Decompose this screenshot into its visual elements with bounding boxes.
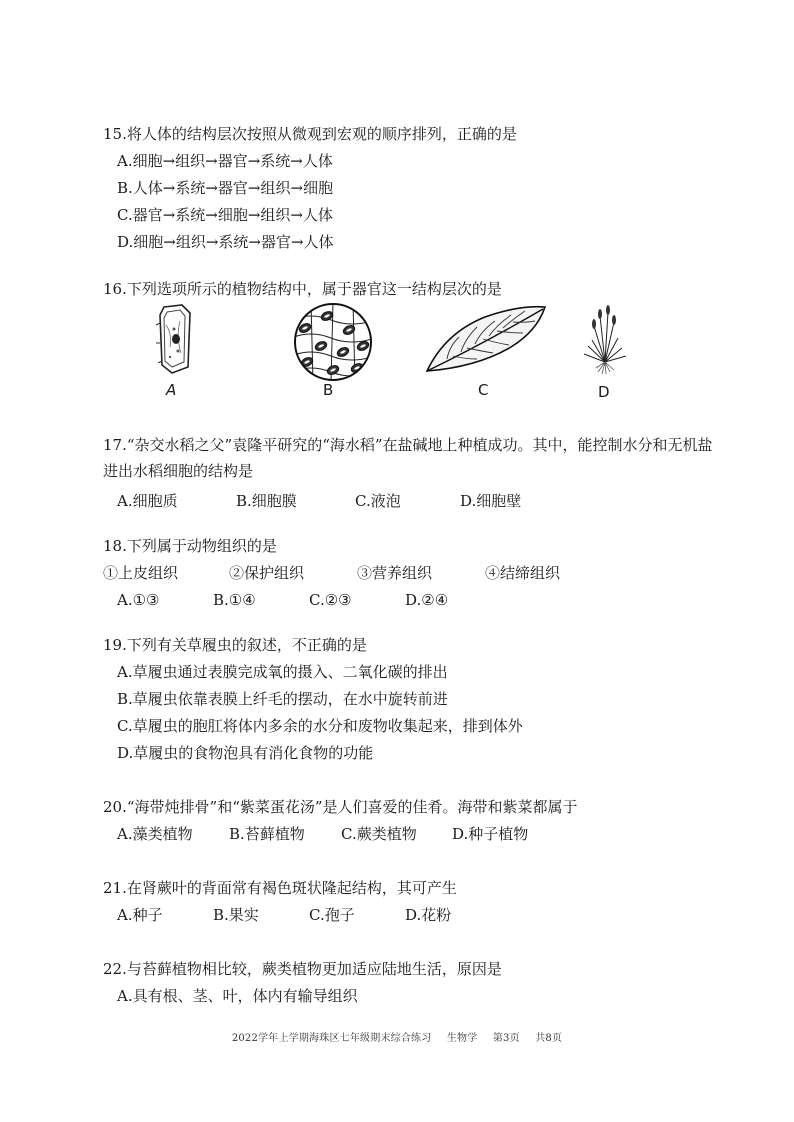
figure-label: C <box>478 381 489 399</box>
option-d: D.种子植物 <box>452 825 529 843</box>
option-c: C.器官→系统→细胞→组织→人体 <box>117 206 333 224</box>
option-d: D.细胞壁 <box>460 492 522 510</box>
option-c: C.液泡 <box>355 492 401 510</box>
option-b: B.①④ <box>213 591 256 609</box>
question-stem: 17.“杂交水稻之父”袁隆平研究的“海水稻”在盐碱地上种植成功。其中，能控制水分和无机盐进出水稻细胞的结构是 <box>103 436 713 480</box>
option-b: B.人体→系统→器官→组织→细胞 <box>117 179 334 197</box>
question-stem: 21.在肾蕨叶的背面常有褐色斑状隆起结构，其可产生 <box>103 879 457 897</box>
page-footer <box>0 1029 794 1044</box>
stomata-tissue-icon <box>291 302 375 382</box>
figure-label: D <box>598 383 610 401</box>
option-b: B.苔藓植物 <box>229 825 305 843</box>
page-number: 第3页 <box>492 1033 520 1044</box>
option-c: C.蕨类植物 <box>341 825 417 843</box>
option-a: A.藻类植物 <box>117 825 193 843</box>
options-row <box>103 587 723 614</box>
option-d: D.花粉 <box>405 906 452 924</box>
option-c: C.孢子 <box>309 906 355 924</box>
option-c: C.②③ <box>309 591 352 609</box>
question-16 <box>103 278 723 300</box>
question-stem: 15.将人体的结构层次按照从微观到宏观的顺序排列，正确的是 <box>103 125 517 143</box>
option-c: C.草履虫的胞肛将体内多余的水分和废物收集起来，排到体外 <box>117 717 523 735</box>
figure-label: B <box>323 381 334 399</box>
question-stem: 22.与苔藓植物相比较，蕨类植物更加适应陆地生活，原因是 <box>103 960 502 978</box>
figure-d <box>578 302 632 376</box>
options-row <box>103 902 723 929</box>
plant-cell-icon <box>150 303 200 375</box>
option-b: B.果实 <box>213 906 259 924</box>
figure-b <box>291 302 375 382</box>
subject-name: 生物学 <box>446 1033 478 1044</box>
option-b: B.细胞膜 <box>236 492 297 510</box>
question-18 <box>103 535 723 614</box>
exam-title: 2022学年上学期海珠区七年级期末综合练习 <box>231 1033 432 1044</box>
leaf-icon <box>425 303 549 373</box>
options-row <box>103 488 723 515</box>
figure-label: A <box>166 381 177 399</box>
item-2: ②保护组织 <box>229 564 305 582</box>
option-a: A.具有根、茎、叶，体内有输导组织 <box>117 987 358 1005</box>
option-d: D.草履虫的食物泡具有消化食物的功能 <box>117 744 374 762</box>
question-17 <box>103 432 723 515</box>
question-stem: 16.下列选项所示的植物结构中，属于器官这一结构层次的是 <box>103 280 502 298</box>
whole-plant-icon <box>578 302 632 376</box>
question-stem: 20.“海带炖排骨”和“紫菜蛋花汤”是人们喜爱的佳肴。海带和紫菜都属于 <box>103 798 578 816</box>
option-a: A.细胞→组织→器官→系统→人体 <box>117 152 333 170</box>
option-a: A.草履虫通过表膜完成氧的摄入、二氧化碳的排出 <box>117 663 448 681</box>
items-row <box>103 560 723 587</box>
options-row <box>103 821 723 848</box>
option-d: D.②④ <box>405 591 449 609</box>
option-b: B.草履虫依靠表膜上纤毛的摆动，在水中旋转前进 <box>117 690 448 708</box>
figure-a <box>150 303 200 375</box>
question-21 <box>103 877 723 929</box>
question-19 <box>103 634 723 767</box>
option-a: A.细胞质 <box>117 492 178 510</box>
question-22 <box>103 958 723 1010</box>
item-4: ④结缔组织 <box>485 564 561 582</box>
page-total: 共8页 <box>535 1033 563 1044</box>
question-20 <box>103 796 723 848</box>
question-15 <box>103 123 723 256</box>
figure-c <box>425 303 549 373</box>
item-1: ①上皮组织 <box>103 564 179 582</box>
question-stem: 18.下列属于动物组织的是 <box>103 537 277 555</box>
item-3: ③营养组织 <box>357 564 433 582</box>
option-d: D.细胞→组织→系统→器官→人体 <box>117 233 334 251</box>
question-stem: 19.下列有关草履虫的叙述，不正确的是 <box>103 636 367 654</box>
option-a: A.①③ <box>117 591 160 609</box>
option-a: A.种子 <box>117 906 163 924</box>
